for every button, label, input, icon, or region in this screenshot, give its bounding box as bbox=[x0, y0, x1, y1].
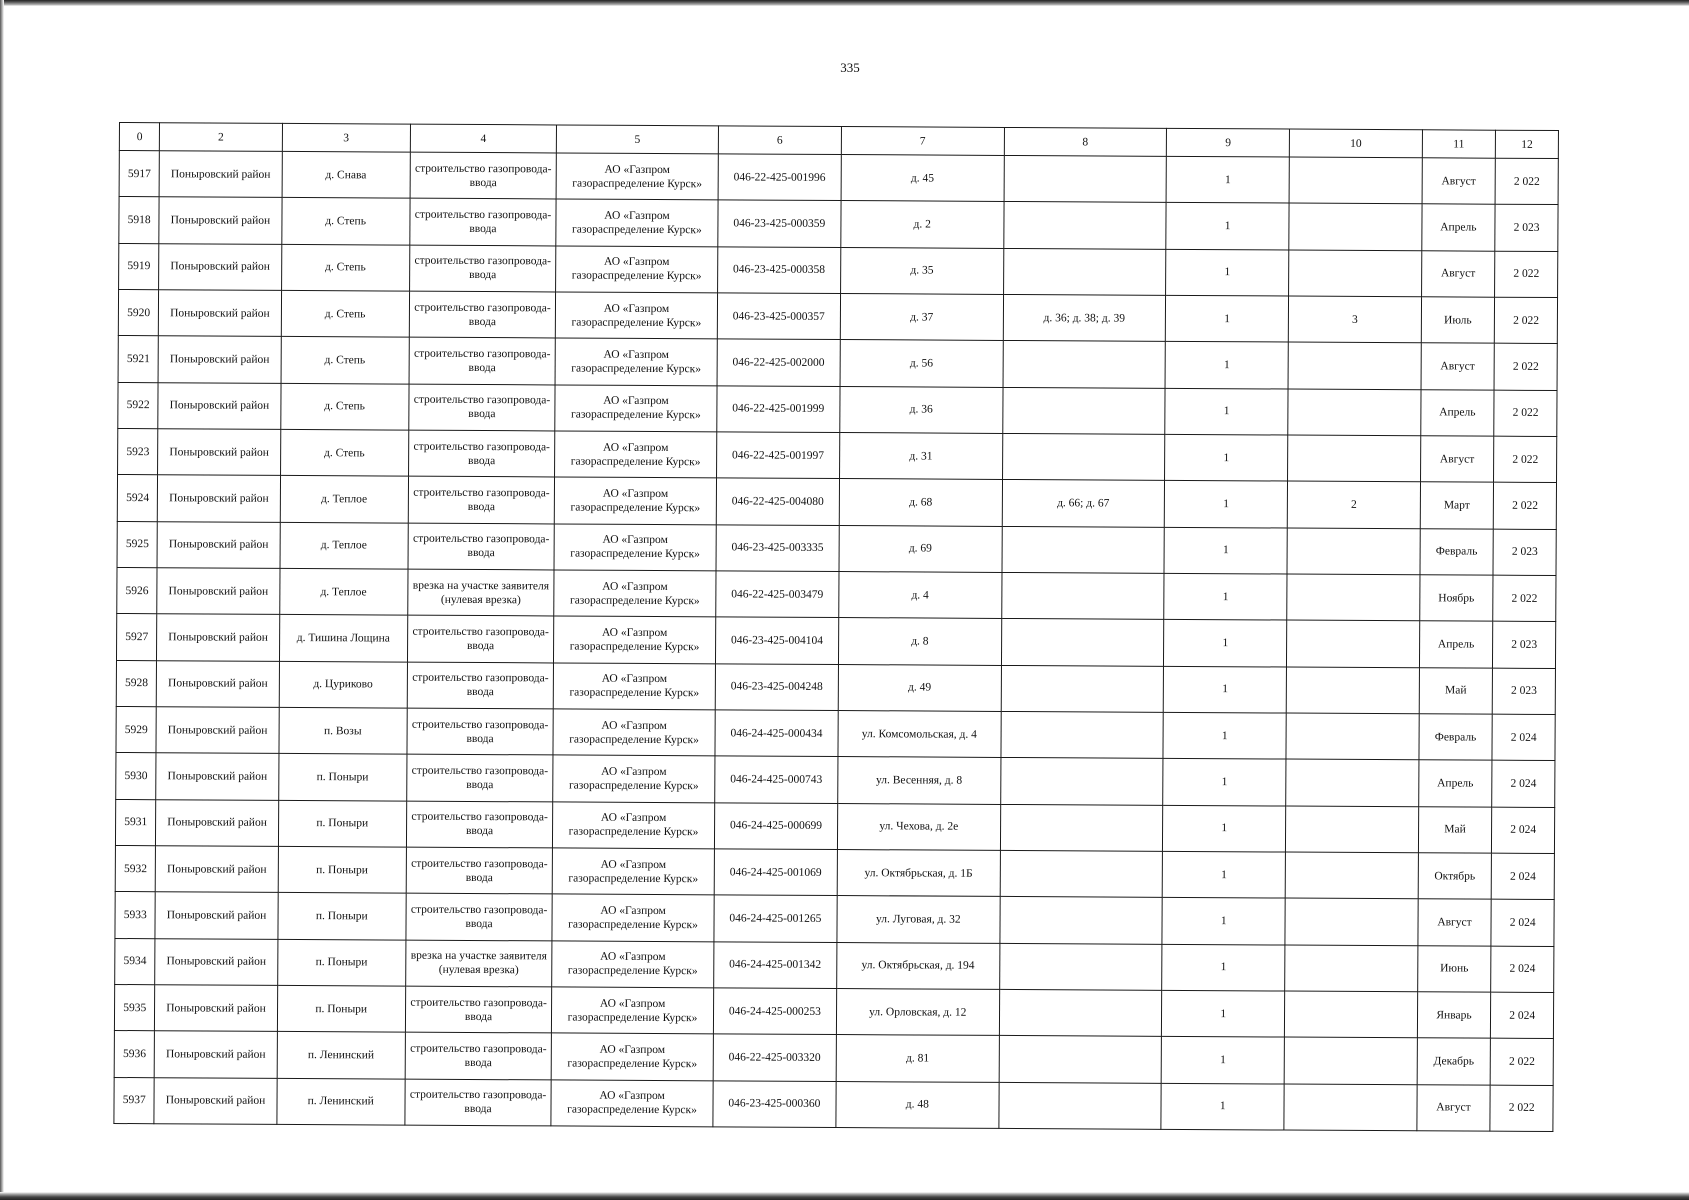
cell-year: 2 022 bbox=[1495, 251, 1558, 298]
cell-address: ул. Луговая, д. 32 bbox=[837, 896, 1000, 943]
cell-count: 1 bbox=[1163, 712, 1286, 759]
cell-month: Июль bbox=[1421, 297, 1495, 344]
cell-code: 046-22-425-002000 bbox=[717, 339, 840, 386]
cell-district: Поныровский район bbox=[156, 707, 278, 754]
cell-month: Август bbox=[1420, 436, 1494, 483]
cell-work-type: строительство газопровода-ввода bbox=[405, 1079, 552, 1126]
cell-locality: д. Степь bbox=[280, 383, 408, 430]
cell-district: Поныровский район bbox=[158, 336, 280, 383]
cell-organization: АО «Газпром газораспределение Курск» bbox=[556, 292, 718, 339]
cell-address: ул. Комсомольская, д. 4 bbox=[838, 710, 1001, 757]
cell-extra-addresses bbox=[1000, 804, 1163, 851]
cell-year: 2 023 bbox=[1493, 621, 1556, 668]
cell-code: 046-23-425-000357 bbox=[717, 293, 840, 340]
cell-id: 5927 bbox=[116, 614, 157, 661]
cell-extra-addresses bbox=[1002, 526, 1165, 573]
cell-address: ул. Орловская, д. 12 bbox=[836, 988, 999, 1035]
cell-extra-addresses bbox=[998, 1082, 1161, 1129]
table-row bbox=[118, 336, 1557, 390]
cell-year: 2 023 bbox=[1493, 529, 1556, 576]
cell-extra-addresses bbox=[999, 1036, 1162, 1083]
cell-organization: АО «Газпром газораспределение Курск» bbox=[553, 802, 715, 849]
cell-extra-count bbox=[1285, 991, 1418, 1038]
cell-district: Поныровский район bbox=[159, 290, 281, 337]
cell-code: 046-24-425-000434 bbox=[715, 710, 838, 757]
table-row bbox=[114, 984, 1553, 1038]
cell-month: Август bbox=[1421, 343, 1495, 390]
table-row bbox=[114, 1077, 1553, 1131]
cell-id: 5926 bbox=[117, 567, 158, 614]
cell-work-type: строительство газопровода-ввода bbox=[406, 801, 553, 848]
cell-extra-addresses bbox=[1004, 155, 1167, 202]
cell-extra-count bbox=[1288, 342, 1421, 389]
cell-extra-count bbox=[1288, 389, 1421, 436]
cell-count: 1 bbox=[1162, 851, 1285, 898]
cell-address: д. 2 bbox=[841, 201, 1004, 248]
cell-extra-count bbox=[1286, 713, 1419, 760]
cell-organization: АО «Газпром газораспределение Курск» bbox=[554, 570, 716, 617]
cell-work-type: строительство газопровода-ввода bbox=[406, 893, 553, 940]
cell-year: 2 022 bbox=[1494, 390, 1557, 437]
cell-work-type: строительство газопровода-ввода bbox=[408, 476, 555, 523]
cell-month: Март bbox=[1420, 482, 1494, 529]
cell-code: 046-23-425-000359 bbox=[718, 200, 841, 247]
cell-id: 5934 bbox=[115, 938, 156, 985]
cell-work-type: врезка на участке заявителя (нулевая врезка) bbox=[408, 569, 555, 616]
table-row bbox=[117, 521, 1556, 575]
cell-id: 5923 bbox=[118, 428, 159, 475]
register-table bbox=[113, 122, 1559, 1132]
cell-district: Поныровский район bbox=[155, 1031, 277, 1078]
cell-district: Поныровский район bbox=[155, 938, 277, 985]
cell-locality: п. Возы bbox=[279, 707, 407, 754]
cell-address: ул. Октябрьская, д. 194 bbox=[837, 942, 1000, 989]
column-header: 6 bbox=[718, 126, 841, 155]
cell-count: 1 bbox=[1165, 342, 1288, 389]
cell-count: 1 bbox=[1162, 898, 1285, 945]
cell-month: Август bbox=[1416, 1084, 1490, 1131]
cell-code: 046-23-425-004248 bbox=[715, 663, 838, 710]
cell-district: Поныровский район bbox=[159, 151, 281, 198]
cell-id: 5930 bbox=[116, 753, 157, 800]
cell-extra-count bbox=[1287, 620, 1420, 667]
cell-month: Февраль bbox=[1420, 528, 1494, 575]
cell-extra-count bbox=[1289, 203, 1422, 250]
cell-code: 046-24-425-000743 bbox=[715, 756, 838, 803]
table-row bbox=[115, 799, 1554, 853]
cell-extra-count bbox=[1284, 1037, 1417, 1084]
cell-extra-count bbox=[1289, 250, 1422, 297]
column-header: 10 bbox=[1290, 129, 1422, 158]
cell-code: 046-24-425-001265 bbox=[714, 895, 837, 942]
cell-year: 2 024 bbox=[1492, 807, 1555, 854]
cell-code: 046-22-425-001996 bbox=[718, 154, 841, 201]
table-row bbox=[115, 845, 1554, 899]
cell-id: 5925 bbox=[117, 521, 158, 568]
column-header: 2 bbox=[160, 123, 282, 152]
cell-locality: п. Поныри bbox=[278, 846, 406, 893]
cell-district: Поныровский район bbox=[158, 475, 280, 522]
column-header: 12 bbox=[1496, 130, 1559, 158]
cell-address: д. 4 bbox=[839, 571, 1002, 618]
cell-address: ул. Весенняя, д. 8 bbox=[838, 757, 1001, 804]
cell-district: Поныровский район bbox=[156, 799, 278, 846]
cell-locality: д. Степь bbox=[281, 290, 409, 337]
cell-code: 046-23-425-000360 bbox=[713, 1080, 836, 1127]
cell-locality: д. Тишина Лощина bbox=[279, 615, 407, 662]
scan-edge-left bbox=[0, 0, 4, 1200]
cell-count: 1 bbox=[1161, 1037, 1284, 1084]
cell-organization: АО «Газпром газораспределение Курск» bbox=[556, 246, 718, 293]
table-row bbox=[118, 428, 1557, 482]
table-row bbox=[116, 614, 1555, 668]
cell-id: 5922 bbox=[118, 382, 159, 429]
cell-organization: АО «Газпром газораспределение Курск» bbox=[553, 663, 715, 710]
cell-organization: АО «Газпром газораспределение Курск» bbox=[556, 199, 718, 246]
cell-work-type: строительство газопровода-ввода bbox=[409, 291, 556, 338]
cell-locality: д. Теплое bbox=[280, 476, 408, 523]
cell-code: 046-22-425-003479 bbox=[716, 571, 839, 618]
cell-extra-count bbox=[1286, 759, 1419, 806]
cell-work-type: строительство газопровода-ввода bbox=[409, 384, 556, 431]
cell-organization: АО «Газпром газораспределение Курск» bbox=[554, 616, 716, 663]
cell-district: Поныровский район bbox=[155, 892, 277, 939]
cell-year: 2 022 bbox=[1490, 1085, 1553, 1132]
cell-id: 5933 bbox=[115, 892, 156, 939]
cell-code: 046-23-425-000358 bbox=[717, 247, 840, 294]
cell-month: Февраль bbox=[1419, 714, 1493, 761]
cell-extra-addresses bbox=[1003, 248, 1166, 295]
column-header: 8 bbox=[1004, 127, 1167, 156]
cell-district: Поныровский район bbox=[157, 614, 279, 661]
cell-year: 2 023 bbox=[1495, 205, 1558, 252]
cell-year: 2 024 bbox=[1491, 992, 1554, 1039]
cell-work-type: строительство газопровода-ввода bbox=[407, 708, 554, 755]
cell-address: д. 37 bbox=[840, 294, 1003, 341]
cell-id: 5935 bbox=[114, 984, 155, 1031]
cell-district: Поныровский район bbox=[154, 1077, 276, 1124]
cell-count: 1 bbox=[1162, 944, 1285, 991]
cell-work-type: строительство газопровода-ввода bbox=[408, 523, 555, 570]
cell-work-type: строительство газопровода-ввода bbox=[407, 754, 554, 801]
cell-work-type: строительство газопровода-ввода bbox=[405, 986, 552, 1033]
cell-extra-count bbox=[1286, 852, 1419, 899]
cell-address: д. 36 bbox=[840, 386, 1003, 433]
cell-work-type: врезка на участке заявителя (нулевая врезка) bbox=[405, 940, 552, 987]
cell-month: Октябрь bbox=[1418, 853, 1492, 900]
cell-locality: д. Снава bbox=[282, 151, 410, 198]
cell-code: 046-24-425-000699 bbox=[714, 802, 837, 849]
scan-edge-top bbox=[0, 0, 1689, 6]
cell-code: 046-24-425-000253 bbox=[713, 988, 836, 1035]
table-row bbox=[117, 475, 1556, 529]
table-row bbox=[118, 289, 1557, 343]
cell-id: 5919 bbox=[119, 243, 160, 290]
cell-work-type: строительство газопровода-ввода bbox=[406, 847, 553, 894]
column-header: 5 bbox=[557, 125, 719, 154]
cell-organization: АО «Газпром газораспределение Курск» bbox=[555, 338, 717, 385]
cell-count: 1 bbox=[1166, 249, 1289, 296]
cell-extra-addresses bbox=[999, 943, 1162, 990]
table-row bbox=[116, 706, 1555, 760]
cell-locality: д. Степь bbox=[281, 244, 409, 291]
cell-extra-addresses bbox=[1000, 758, 1163, 805]
cell-address: д. 56 bbox=[840, 340, 1003, 387]
cell-count: 1 bbox=[1161, 1083, 1284, 1130]
cell-extra-addresses bbox=[999, 897, 1162, 944]
cell-extra-count bbox=[1286, 806, 1419, 853]
cell-organization: АО «Газпром газораспределение Курск» bbox=[552, 848, 714, 895]
cell-count: 1 bbox=[1164, 620, 1287, 667]
cell-year: 2 022 bbox=[1495, 297, 1558, 344]
cell-code: 046-23-425-003335 bbox=[716, 524, 839, 571]
cell-work-type: строительство газопровода-ввода bbox=[409, 337, 556, 384]
cell-id: 5936 bbox=[114, 1031, 155, 1078]
cell-extra-count: 3 bbox=[1289, 296, 1422, 343]
cell-id: 5924 bbox=[117, 475, 158, 522]
cell-organization: АО «Газпром газораспределение Курск» bbox=[556, 153, 718, 200]
cell-month: Май bbox=[1418, 806, 1492, 853]
scan-edge-bottom bbox=[0, 1192, 1689, 1200]
column-header: 0 bbox=[119, 123, 160, 151]
column-header: 9 bbox=[1166, 128, 1289, 157]
cell-organization: АО «Газпром газораспределение Курск» bbox=[551, 1079, 713, 1126]
cell-code: 046-22-425-003320 bbox=[713, 1034, 836, 1081]
cell-organization: АО «Газпром газораспределение Курск» bbox=[555, 385, 717, 432]
cell-extra-addresses bbox=[1003, 202, 1166, 249]
column-header: 7 bbox=[841, 127, 1004, 156]
cell-count: 1 bbox=[1165, 295, 1288, 342]
cell-address: д. 8 bbox=[838, 618, 1001, 665]
cell-organization: АО «Газпром газораспределение Курск» bbox=[554, 524, 716, 571]
cell-district: Поныровский район bbox=[159, 197, 281, 244]
cell-address: д. 48 bbox=[836, 1081, 999, 1128]
cell-work-type: строительство газопровода-ввода bbox=[408, 430, 555, 477]
cell-extra-addresses bbox=[1000, 850, 1163, 897]
cell-district: Поныровский район bbox=[159, 243, 281, 290]
cell-locality: д. Теплое bbox=[280, 522, 408, 569]
cell-count: 1 bbox=[1164, 481, 1287, 528]
cell-district: Поныровский район bbox=[157, 521, 279, 568]
cell-address: д. 69 bbox=[839, 525, 1002, 572]
cell-extra-addresses bbox=[999, 989, 1162, 1036]
cell-year: 2 022 bbox=[1494, 436, 1557, 483]
cell-locality: п. Поныри bbox=[278, 893, 406, 940]
table-row bbox=[116, 660, 1555, 714]
cell-work-type: строительство газопровода-ввода bbox=[409, 245, 556, 292]
table-row bbox=[116, 753, 1555, 807]
cell-month: Август bbox=[1422, 158, 1496, 205]
cell-count: 1 bbox=[1164, 527, 1287, 574]
cell-locality: д. Теплое bbox=[279, 568, 407, 615]
cell-extra-addresses: д. 66; д. 67 bbox=[1002, 480, 1165, 527]
cell-extra-addresses bbox=[1001, 665, 1164, 712]
cell-address: ул. Октябрьская, д. 1Б bbox=[837, 849, 1000, 896]
cell-year: 2 024 bbox=[1491, 946, 1554, 993]
cell-code: 046-24-425-001069 bbox=[714, 849, 837, 896]
cell-year: 2 022 bbox=[1495, 158, 1558, 205]
cell-organization: АО «Газпром газораспределение Курск» bbox=[553, 755, 715, 802]
cell-extra-addresses bbox=[1001, 711, 1164, 758]
cell-locality: д. Степь bbox=[281, 337, 409, 384]
cell-year: 2 023 bbox=[1493, 668, 1556, 715]
cell-work-type: строительство газопровода-ввода bbox=[407, 662, 554, 709]
cell-id: 5920 bbox=[118, 289, 159, 336]
cell-code: 046-23-425-004104 bbox=[715, 617, 838, 664]
cell-locality: п. Поныри bbox=[278, 800, 406, 847]
cell-organization: АО «Газпром газораспределение Курск» bbox=[551, 1033, 713, 1080]
table-row bbox=[115, 938, 1554, 992]
cell-organization: АО «Газпром газораспределение Курск» bbox=[554, 477, 716, 524]
cell-month: Август bbox=[1418, 899, 1492, 946]
table-row bbox=[117, 567, 1556, 621]
cell-organization: АО «Газпром газораспределение Курск» bbox=[553, 709, 715, 756]
cell-district: Поныровский район bbox=[158, 429, 280, 476]
cell-locality: п. Ленинский bbox=[277, 1032, 405, 1079]
table-row bbox=[115, 892, 1554, 946]
cell-month: Апрель bbox=[1418, 760, 1492, 807]
cell-extra-count: 2 bbox=[1288, 481, 1421, 528]
cell-extra-count bbox=[1287, 667, 1420, 714]
cell-district: Поныровский район bbox=[157, 660, 279, 707]
cell-id: 5932 bbox=[115, 845, 156, 892]
cell-organization: АО «Газпром газораспределение Курск» bbox=[552, 894, 714, 941]
cell-id: 5928 bbox=[116, 660, 157, 707]
cell-address: д. 35 bbox=[841, 247, 1004, 294]
cell-work-type: строительство газопровода-ввода bbox=[410, 198, 557, 245]
cell-extra-count bbox=[1285, 898, 1418, 945]
cell-extra-count bbox=[1285, 945, 1418, 992]
page-number: 335 bbox=[840, 60, 860, 75]
cell-district: Поныровский район bbox=[156, 846, 278, 893]
cell-id: 5931 bbox=[115, 799, 156, 846]
cell-year: 2 022 bbox=[1490, 1038, 1553, 1085]
cell-year: 2 022 bbox=[1494, 482, 1557, 529]
cell-month: Апрель bbox=[1419, 621, 1493, 668]
cell-work-type: строительство газопровода-ввода bbox=[405, 1032, 552, 1079]
cell-extra-count bbox=[1288, 435, 1421, 482]
cell-code: 046-22-425-001997 bbox=[716, 432, 839, 479]
cell-address: д. 45 bbox=[841, 155, 1004, 202]
cell-address: д. 49 bbox=[838, 664, 1001, 711]
cell-count: 1 bbox=[1162, 990, 1285, 1037]
cell-work-type: строительство газопровода-ввода bbox=[407, 615, 554, 662]
cell-id: 5918 bbox=[119, 197, 160, 244]
table-row bbox=[119, 197, 1558, 251]
column-header: 11 bbox=[1422, 130, 1496, 158]
cell-extra-addresses bbox=[1001, 572, 1164, 619]
column-header: 3 bbox=[282, 123, 410, 152]
cell-locality: д. Степь bbox=[281, 198, 409, 245]
cell-district: Поныровский район bbox=[155, 985, 277, 1032]
cell-year: 2 022 bbox=[1493, 575, 1556, 622]
cell-extra-count bbox=[1284, 1084, 1417, 1131]
table-row bbox=[118, 382, 1557, 436]
cell-month: Май bbox=[1419, 667, 1493, 714]
cell-count: 1 bbox=[1163, 805, 1286, 852]
cell-district: Поныровский район bbox=[156, 753, 278, 800]
cell-count: 1 bbox=[1166, 156, 1289, 203]
cell-extra-addresses bbox=[1003, 341, 1166, 388]
cell-month: Январь bbox=[1417, 992, 1491, 1039]
cell-locality: п. Поныри bbox=[277, 985, 405, 1032]
cell-locality: п. Ленинский bbox=[276, 1078, 404, 1125]
cell-count: 1 bbox=[1165, 434, 1288, 481]
cell-locality: п. Поныри bbox=[277, 939, 405, 986]
cell-month: Июнь bbox=[1417, 945, 1491, 992]
cell-id: 5937 bbox=[114, 1077, 155, 1124]
table-row bbox=[114, 1031, 1553, 1085]
cell-count: 1 bbox=[1163, 666, 1286, 713]
cell-month: Август bbox=[1421, 250, 1495, 297]
column-header: 4 bbox=[410, 124, 557, 153]
cell-extra-count bbox=[1289, 157, 1422, 204]
cell-district: Поныровский район bbox=[158, 382, 280, 429]
cell-extra-addresses bbox=[1002, 387, 1165, 434]
cell-extra-addresses bbox=[1001, 619, 1164, 666]
cell-code: 046-22-425-001999 bbox=[717, 385, 840, 432]
cell-district: Поныровский район bbox=[157, 568, 279, 615]
cell-year: 2 024 bbox=[1491, 853, 1554, 900]
cell-extra-count bbox=[1287, 528, 1420, 575]
cell-month: Апрель bbox=[1421, 204, 1495, 251]
cell-count: 1 bbox=[1166, 203, 1289, 250]
cell-organization: АО «Газпром газораспределение Курск» bbox=[555, 431, 717, 478]
cell-address: д. 68 bbox=[839, 479, 1002, 526]
cell-address: д. 31 bbox=[840, 432, 1003, 479]
cell-extra-addresses bbox=[1002, 433, 1165, 480]
cell-count: 1 bbox=[1163, 759, 1286, 806]
table-row bbox=[119, 151, 1558, 205]
cell-locality: д. Цуриково bbox=[279, 661, 407, 708]
cell-code: 046-24-425-001342 bbox=[713, 941, 836, 988]
cell-organization: АО «Газпром газораспределение Курск» bbox=[552, 941, 714, 988]
cell-code: 046-22-425-004080 bbox=[716, 478, 839, 525]
cell-extra-count bbox=[1287, 574, 1420, 621]
cell-work-type: строительство газопровода-ввода bbox=[410, 152, 557, 199]
cell-year: 2 024 bbox=[1491, 899, 1554, 946]
cell-month: Декабрь bbox=[1417, 1038, 1491, 1085]
cell-id: 5917 bbox=[119, 151, 160, 198]
cell-month: Апрель bbox=[1420, 389, 1494, 436]
cell-locality: п. Поныри bbox=[278, 754, 406, 801]
cell-count: 1 bbox=[1164, 573, 1287, 620]
cell-extra-addresses: д. 36; д. 38; д. 39 bbox=[1003, 294, 1166, 341]
cell-address: д. 81 bbox=[836, 1035, 999, 1082]
cell-month: Ноябрь bbox=[1419, 575, 1493, 622]
cell-year: 2 024 bbox=[1492, 760, 1555, 807]
cell-year: 2 022 bbox=[1494, 343, 1557, 390]
cell-count: 1 bbox=[1165, 388, 1288, 435]
table-row bbox=[119, 243, 1558, 297]
cell-locality: д. Степь bbox=[280, 429, 408, 476]
cell-year: 2 024 bbox=[1492, 714, 1555, 761]
cell-address: ул. Чехова, д. 2е bbox=[837, 803, 1000, 850]
cell-organization: АО «Газпром газораспределение Курск» bbox=[552, 987, 714, 1034]
cell-id: 5921 bbox=[118, 336, 159, 383]
cell-id: 5929 bbox=[116, 706, 157, 753]
